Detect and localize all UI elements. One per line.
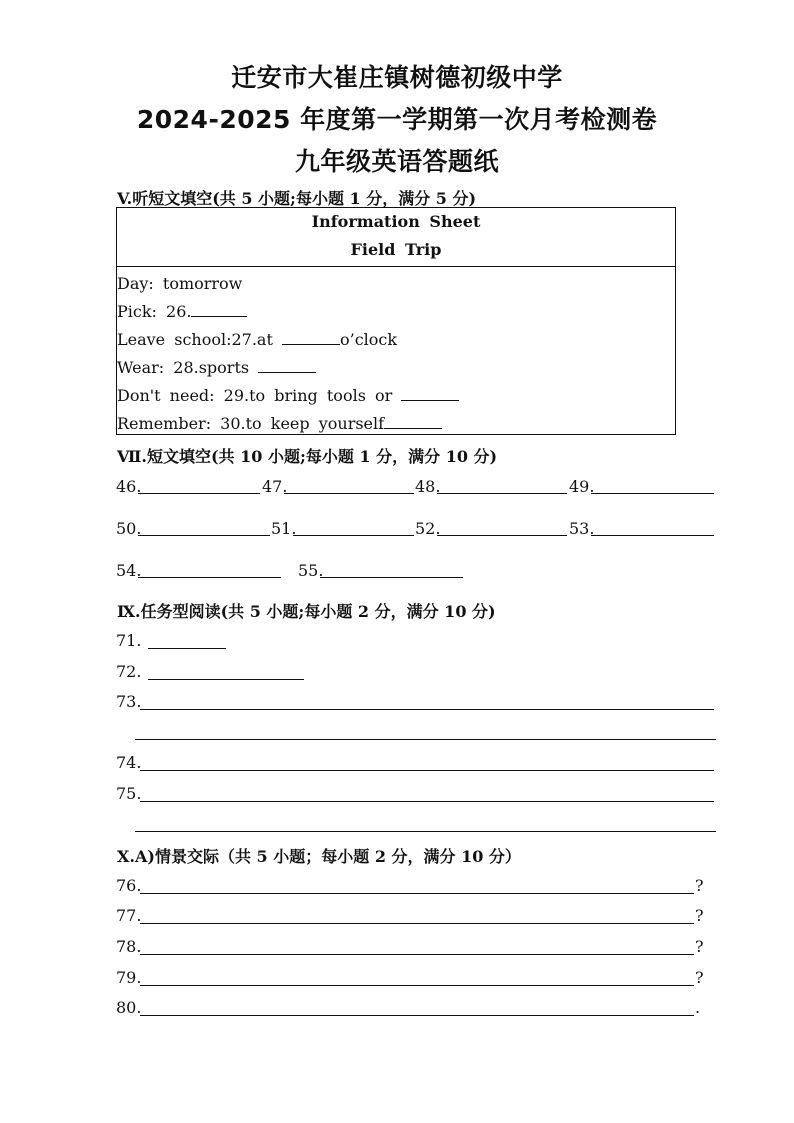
question-number: 78. xyxy=(116,937,142,956)
question-mark: ? xyxy=(695,968,704,987)
answer-line-51[interactable] xyxy=(293,535,414,536)
question-number: 77. xyxy=(116,906,142,925)
answer-line-76[interactable] xyxy=(140,893,694,894)
section-10-title: Ⅹ.A)情景交际（共 5 小题；每小题 2 分，满分 10 分） xyxy=(117,847,521,866)
answer-line-73-cont[interactable] xyxy=(135,739,716,740)
question-number: 46. xyxy=(116,477,142,496)
question-number: 54. xyxy=(116,561,142,580)
answer-line-74[interactable] xyxy=(140,770,714,771)
answer-line-52[interactable] xyxy=(437,535,567,536)
answer-line-80[interactable] xyxy=(140,1015,694,1016)
field-trip-title: Field Trip xyxy=(350,240,442,259)
sheet-row-text: Pick: 26. xyxy=(117,302,192,321)
answer-blank-26[interactable] xyxy=(191,302,247,317)
sheet-row-leave xyxy=(117,330,397,349)
info-sheet-table xyxy=(116,207,676,435)
info-sheet-header xyxy=(117,208,675,267)
question-number: 49. xyxy=(569,477,595,496)
answer-line-48[interactable] xyxy=(437,493,567,494)
answer-line-75-cont[interactable] xyxy=(135,831,716,832)
question-number: 50. xyxy=(116,519,142,538)
sheet-row-suffix: o’clock xyxy=(339,330,398,349)
answer-line-54[interactable] xyxy=(138,577,281,578)
question-mark: ? xyxy=(695,906,704,925)
section-7-title: Ⅶ.短文填空(共 10 小题;每小题 1 分，满分 10 分) xyxy=(117,447,498,466)
answer-blank-30[interactable] xyxy=(384,414,442,429)
sheet-row-text: Don't need: 29.to bring tools or xyxy=(117,386,402,405)
question-number: 74. xyxy=(116,753,142,772)
sheet-row-dont-need xyxy=(117,386,459,405)
answer-line-77[interactable] xyxy=(140,923,694,924)
question-number: 72. xyxy=(116,662,142,681)
question-number: 48. xyxy=(415,477,441,496)
question-number: 51. xyxy=(271,519,297,538)
question-number: 76. xyxy=(116,876,142,895)
question-number: 47. xyxy=(262,477,288,496)
answer-line-55[interactable] xyxy=(320,577,463,578)
answer-line-50[interactable] xyxy=(138,535,270,536)
answer-line-78[interactable] xyxy=(140,954,694,955)
answer-line-47[interactable] xyxy=(284,493,414,494)
answer-blank-27[interactable] xyxy=(282,330,340,345)
question-number: 73. xyxy=(116,692,142,711)
section-9-title: Ⅸ.任务型阅读(共 5 小题;每小题 2 分，满分 10 分) xyxy=(117,602,496,621)
answer-line-73[interactable] xyxy=(140,709,714,710)
sheet-row-text: Leave school:27.at xyxy=(117,330,282,349)
section-5-title: V.听短文填空(共 5 小题;每小题 1 分，满分 5 分) xyxy=(117,189,477,208)
question-number: 75. xyxy=(116,784,142,803)
question-number: 80. xyxy=(116,998,142,1017)
exam-title: 2024-2025 年度第一学期第一次月考检测卷 xyxy=(136,105,658,134)
question-number: 79. xyxy=(116,968,142,987)
answer-sheet-title: 九年级英语答题纸 xyxy=(294,147,499,176)
question-number: 53. xyxy=(569,519,595,538)
answer-line-46[interactable] xyxy=(138,493,260,494)
answer-line-53[interactable] xyxy=(591,535,714,536)
question-number: 55. xyxy=(298,561,324,580)
sheet-row-pick xyxy=(117,302,247,321)
sheet-row-remember xyxy=(117,414,442,433)
answer-blank-29[interactable] xyxy=(401,386,459,401)
sheet-row-text: Wear: 28.sports xyxy=(117,358,259,377)
question-number: 71. xyxy=(116,631,142,650)
question-mark: ? xyxy=(695,876,704,895)
sheet-row-wear xyxy=(117,358,316,377)
answer-line-71[interactable] xyxy=(148,648,226,649)
sheet-row-day xyxy=(117,274,242,293)
answer-line-49[interactable] xyxy=(591,493,714,494)
school-title: 迁安市大崔庄镇树德初级中学 xyxy=(231,63,563,92)
question-mark: ? xyxy=(695,937,704,956)
sheet-row-text: Day: tomorrow xyxy=(117,274,243,293)
period-mark: . xyxy=(695,998,701,1017)
question-number: 52. xyxy=(415,519,441,538)
answer-line-79[interactable] xyxy=(140,985,694,986)
info-sheet-title: Information Sheet xyxy=(311,212,481,231)
sheet-row-text: Remember: 30.to keep yourself xyxy=(117,414,385,433)
answer-line-75[interactable] xyxy=(140,801,714,802)
answer-line-72[interactable] xyxy=(148,679,304,680)
answer-blank-28[interactable] xyxy=(258,358,316,373)
